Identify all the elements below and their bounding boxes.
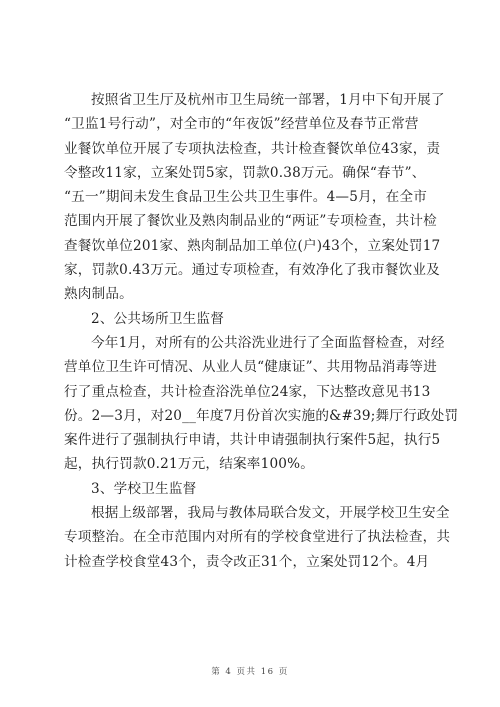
paragraph-line: “卫监1号行动”，对全市的“年夜饭”经营单位及春节正常营 bbox=[64, 116, 419, 133]
paragraph-line: 按照省卫生厅及杭州市卫生局统一部署，1月中下旬开展了 bbox=[91, 92, 445, 108]
paragraph-line: 查餐饮单位201家、熟肉制品加工单位(户)43个，立案处罚17 bbox=[64, 237, 441, 254]
paragraph-line: 计检查学校食堂43个，责令改正31个，立案处罚12个。4月 bbox=[64, 553, 430, 570]
paragraph-line: 熟肉制品。 bbox=[64, 286, 133, 303]
paragraph-line: “五一”期间未发生食品卫生公共卫生事件。4—5月，在全市 bbox=[64, 189, 428, 206]
paragraph-line: 案件进行了强制执行申请，共计申请强制执行案件5起，执行5 bbox=[64, 432, 441, 449]
page-number-footer: 第 4 页共 16 页 bbox=[211, 667, 289, 677]
section-heading: 3、学校卫生监督 bbox=[91, 480, 197, 497]
paragraph-line: 营单位卫生许可情况、从业人员“健康证”、共用物品消毒等进 bbox=[64, 359, 437, 376]
paragraph-line: 份。2—3月，对20__年度7月份首次实施的&#39;舞厅行政处罚 bbox=[64, 407, 459, 424]
paragraph-line: 范围内开展了餐饮业及熟肉制品业的“两证”专项检查，共计检 bbox=[64, 213, 437, 230]
paragraph-line: 家，罚款0.43万元。通过专项检查，有效净化了我市餐饮业及 bbox=[64, 262, 440, 279]
paragraph-line: 令整改11家，立案处罚5家，罚款0.38万元。确保“春节”、 bbox=[64, 164, 426, 181]
paragraph-line: 起，执行罚款0.21万元，结案率100%。 bbox=[64, 456, 315, 473]
paragraph-line: 今年1月，对所有的公共浴洗业进行了全面监督检查，对经 bbox=[91, 334, 445, 351]
body-text bbox=[64, 88, 459, 574]
paragraph-line: 根据上级部署，我局与教体局联合发文，开展学校卫生安全 bbox=[91, 505, 450, 522]
paragraph-line: 业餐饮单位开展了专项执法检查，共计检查餐饮单位43家，责 bbox=[64, 140, 441, 157]
paragraph-line: 行了重点检查，共计检查浴洗单位24家，下达整改意见书13 bbox=[64, 383, 431, 400]
paragraph-line: 专项整治。在全市范围内对所有的学校食堂进行了执法检查，共 bbox=[64, 529, 451, 546]
section-heading: 2、公共场所卫生监督 bbox=[91, 310, 224, 327]
